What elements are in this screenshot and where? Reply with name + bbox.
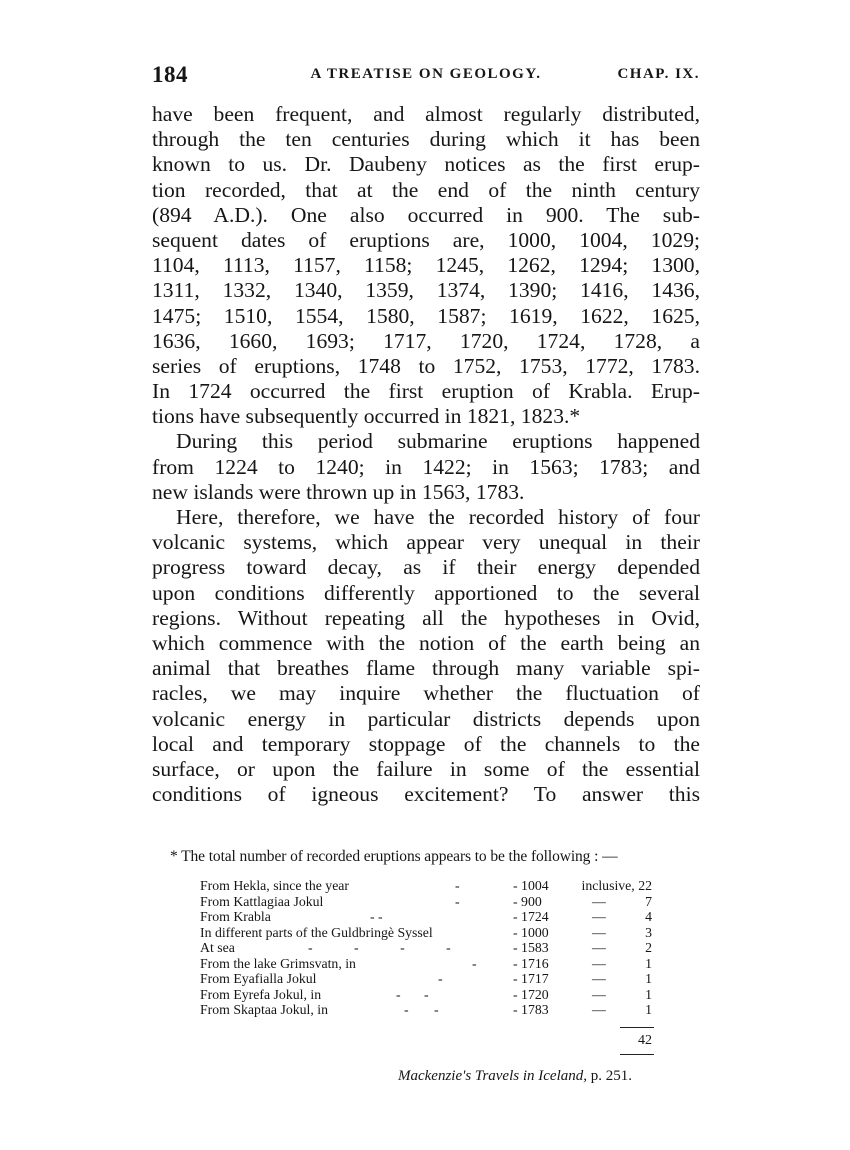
text-line: sequent dates of eruptions are, 1000, 1004, 1029;: [152, 227, 700, 252]
running-header: [152, 62, 700, 88]
body-text: [152, 102, 700, 807]
text-line: volcanic systems, which appear very unequal in their: [152, 530, 700, 555]
row-date: - 1724: [513, 909, 549, 924]
footnote-intro: * The total number of recorded eruptions appears to be the following : —: [170, 848, 618, 865]
row-place: In different parts of the Guldbringè Syssel: [200, 924, 433, 940]
row-dash: —: [592, 924, 606, 940]
row-place: From Kattlagiaa Jokul: [200, 893, 324, 909]
table-row: [200, 1002, 710, 1018]
row-place: At sea: [200, 940, 235, 955]
row-dots: -: [472, 955, 477, 971]
row-date: - 1000: [513, 924, 549, 940]
text-line: 1104, 1113, 1157, 1158; 1245, 1262, 1294; 1300,: [152, 253, 700, 278]
row-dash: —: [592, 986, 606, 1002]
text-line: through the ten centuries during which it has been: [152, 127, 700, 152]
text-line: which commence with the notion of the earth being an: [152, 630, 700, 655]
row-dash: —: [592, 893, 606, 909]
table-row: [200, 940, 710, 956]
table-row: [200, 987, 710, 1003]
row-dots: - - - -: [308, 940, 451, 955]
text-line: 1311, 1332, 1340, 1359, 1374, 1390; 1416, 1436,: [152, 278, 700, 303]
text-line: During this period submarine eruptions happened: [176, 429, 700, 454]
footnote-total: 42: [638, 1033, 652, 1048]
row-count: inclusive, 22: [581, 878, 652, 893]
text-line: upon conditions differently apportioned to the several: [152, 580, 700, 605]
row-dots: - -: [404, 1002, 439, 1017]
row-count: 3: [645, 924, 652, 940]
row-count: 7: [645, 893, 652, 909]
text-line: have been frequent, and almost regularly distributed,: [152, 102, 700, 126]
text-line: from 1224 to 1240; in 1422; in 1563; 1783; and: [152, 454, 700, 479]
text-line: tion recorded, that at the end of the ninth century: [152, 177, 700, 202]
chapter-label: CHAP. IX.: [617, 66, 700, 82]
total-underline: [620, 1054, 654, 1055]
total-rule: [620, 1027, 654, 1028]
row-date: - 1583: [513, 940, 549, 955]
row-date: - 1717: [513, 971, 549, 986]
table-row: [200, 971, 710, 987]
text-line: progress toward decay, as if their energy depended: [152, 555, 700, 580]
row-count: 1: [645, 955, 652, 971]
row-place: From Krabla: [200, 909, 271, 924]
row-count: 4: [645, 909, 652, 924]
row-place: From Hekla, since the year: [200, 878, 350, 893]
text-line: conditions of igneous excitement? To answer this: [152, 782, 700, 807]
text-line: In 1724 occurred the first eruption of Krabla. Erup-: [152, 379, 700, 404]
row-count: 1: [645, 986, 652, 1002]
row-dots: - -: [370, 909, 383, 924]
row-place: From Eyafialla Jokul: [200, 971, 317, 986]
row-count: 1: [645, 1002, 652, 1017]
table-row: [200, 956, 710, 972]
row-date: - 1716: [513, 955, 549, 971]
page-number: 184: [152, 62, 188, 87]
row-dots: - -: [396, 986, 429, 1002]
text-line: racles, we may inquire whether the fluctuation of: [152, 681, 700, 706]
text-line: (894 A.D.). One also occurred in 900. The sub-: [152, 202, 700, 227]
text-line: new islands were thrown up in 1563, 1783.: [152, 479, 525, 504]
table-row: [200, 909, 710, 925]
row-place: From Skaptaa Jokul, in: [200, 1002, 328, 1017]
running-title: A TREATISE ON GEOLOGY.: [310, 66, 542, 82]
text-line: regions. Without repeating all the hypotheses in Ovid,: [152, 605, 700, 630]
table-row: [200, 925, 710, 941]
text-line: local and temporary stoppage of the channels to the: [152, 731, 700, 756]
row-dots: -: [438, 971, 443, 986]
row-dots: -: [455, 878, 460, 893]
text-line: animal that breathes flame through many variable spi-: [152, 656, 700, 681]
row-date: - 900: [513, 893, 542, 909]
row-dash: —: [592, 971, 606, 986]
text-line: volcanic energy in particular districts depends upon: [152, 706, 700, 731]
row-dash: —: [592, 1002, 606, 1017]
row-dots: -: [455, 893, 460, 909]
text-line: surface, or upon the failure in some of the essential: [152, 756, 700, 781]
text-line: tions have subsequently occurred in 1821, 1823.*: [152, 404, 581, 429]
row-count: 2: [645, 940, 652, 955]
row-date: - 1720: [513, 986, 549, 1002]
text-line: known to us. Dr. Daubeny notices as the first erup-: [152, 152, 700, 177]
text-line: Here, therefore, we have the recorded history of four: [176, 505, 700, 529]
row-date: - 1004: [513, 878, 549, 893]
row-place: From the lake Grimsvatn, in: [200, 955, 356, 971]
source-title: Mackenzie's Travels in Iceland,: [398, 1068, 587, 1084]
table-row: [200, 878, 710, 894]
row-dash: —: [592, 940, 606, 955]
row-date: - 1783: [513, 1002, 549, 1017]
row-place: From Eyrefa Jokul, in: [200, 986, 322, 1002]
row-dash: —: [592, 955, 606, 971]
text-line: series of eruptions, 1748 to 1752, 1753, 1772, 1783.: [152, 353, 700, 378]
row-dash: —: [592, 909, 606, 924]
source-page: p. 251.: [590, 1068, 632, 1084]
table-row: [200, 894, 710, 910]
eruption-table: [200, 878, 710, 1018]
text-line: 1475; 1510, 1554, 1580, 1587; 1619, 1622, 1625,: [152, 303, 700, 328]
row-count: 1: [645, 971, 652, 986]
footnote-source: [398, 1068, 632, 1085]
text-line: 1636, 1660, 1693; 1717, 1720, 1724, 1728, a: [152, 328, 700, 353]
